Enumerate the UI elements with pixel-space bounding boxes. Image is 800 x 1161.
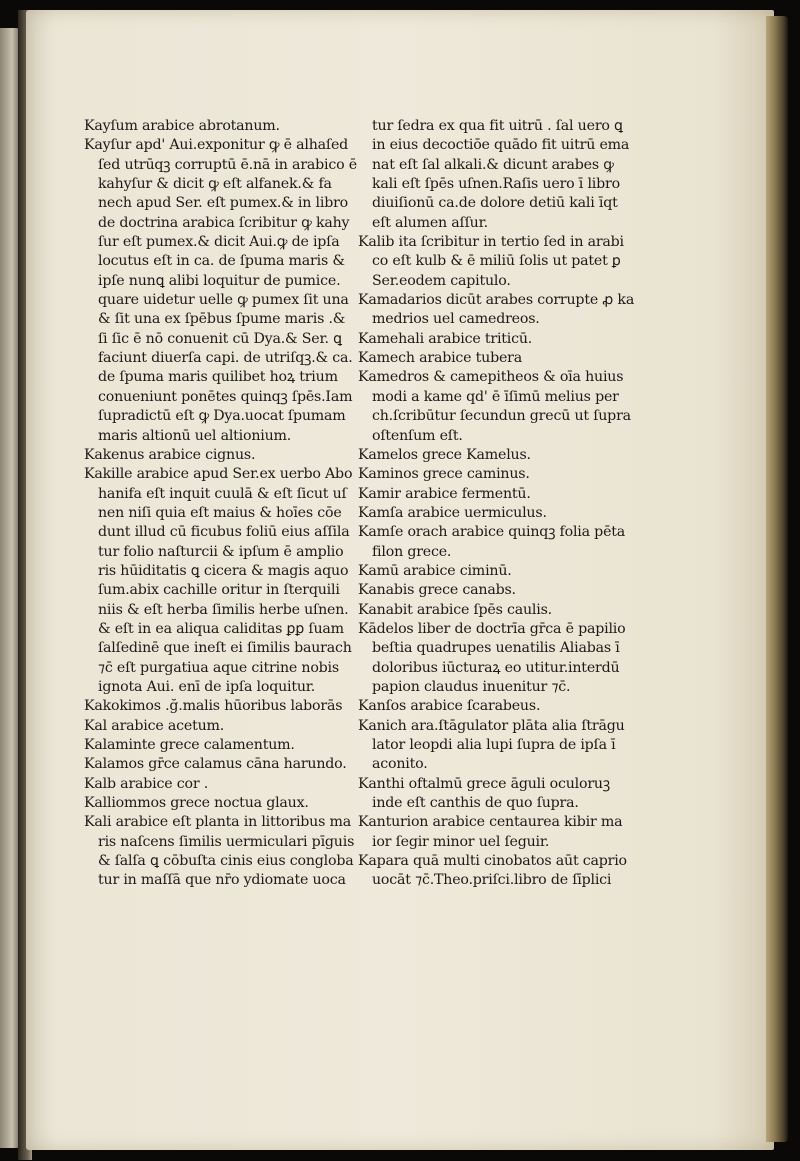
text-line: in eius decoctiōe quādo fit uitrū ema bbox=[372, 137, 630, 154]
text-line: Kayſum arabice abrotanum. bbox=[84, 118, 280, 134]
page-stack-edge bbox=[766, 16, 788, 1142]
text-line: conueniunt ponētes quinqꝫ ſpēs.Iam bbox=[98, 388, 353, 405]
text-line: nen niſi quia eſt maius & hoīes cōe bbox=[98, 504, 342, 521]
text-line: Kalaminte grece calamentum. bbox=[84, 737, 295, 753]
text-line: Kakenus arabice cignus. bbox=[84, 446, 256, 463]
text-line: Kanthi oftalmū grece āguli oculoruꝫ bbox=[358, 775, 610, 792]
text-line: doloribus iūcturaꝝ eo utitur.interdū bbox=[372, 659, 620, 676]
text-line: ipſe nunꝗ alibi loquitur de pumice. bbox=[98, 272, 341, 289]
text-line: diuiſionū ca.de dolore detiū kali īqt bbox=[372, 195, 618, 212]
text-line: ris hūiditatis ꝗ cicera & magis aquo bbox=[98, 562, 349, 579]
text-line: ſed utrūqꝫ corruptū ē.nā in arabico ē bbox=[98, 156, 357, 173]
text-line: quare uidetur uelle ꝙ pumex ſit una bbox=[98, 292, 349, 309]
text-line: tur ſedra ex qua fit uitrū . ſal uero ꝗ bbox=[372, 118, 623, 134]
text-line: Kayſur apd' Aui.exponitur ꝙ ē alhaſed bbox=[84, 137, 349, 154]
text-line: Kalamos gr̄ce calamus cāna harundo. bbox=[84, 756, 347, 773]
text-line: aconito. bbox=[372, 756, 428, 773]
text-line: Kamū arabice ciminū. bbox=[358, 562, 512, 579]
text-line: lator leopdi alia lupi ſupra de ipſa ī bbox=[372, 737, 616, 753]
text-line: & eſt in ea aliqua caliditas ꝑꝑ ſuam bbox=[98, 620, 344, 637]
text-line: locutus eſt in ca. de ſpuma maris & bbox=[98, 253, 345, 270]
text-line: ſur eſt pumex.& dicit Aui.ꝙ de ipſa bbox=[98, 234, 340, 251]
text-line: ignota Aui. enī de ipſa loquitur. bbox=[98, 678, 316, 695]
text-line: Kamedros & camepitheos & oīa huius bbox=[358, 369, 624, 386]
text-line: Kamſa arabice uermiculus. bbox=[358, 504, 547, 521]
text-line: hanifa eſt inquit cuulā & eſt ſicut uſ bbox=[98, 485, 347, 502]
text-line: ch.ſcribūtur ſecundun grecū ut ſupra bbox=[372, 408, 631, 425]
text-line: co eſt kulb & ē miliū ſolis ut patet ꝑ bbox=[372, 253, 621, 270]
text-line: inde eſt canthis de quo ſupra. bbox=[372, 795, 579, 812]
text-line: Kanich ara.ſtāgulator plāta alia ſtrāgu bbox=[358, 717, 625, 734]
text-line: Kanturion arabice centaurea kibir ma bbox=[358, 814, 623, 831]
text-line: ſupradictū eſt ꝙ Dya.uocat ſpumam bbox=[98, 408, 346, 425]
text-line: papion claudus inuenitur ⁊c̄. bbox=[372, 678, 571, 695]
text-line: Kamehali arabice triticū. bbox=[358, 330, 533, 347]
text-line: ior ſegir minor uel ſeguir. bbox=[372, 833, 550, 850]
text-line: nat eſt ſal alkali.& dicunt arabes ꝙ bbox=[372, 156, 614, 173]
text-line: Ser.eodem capitulo. bbox=[372, 272, 511, 289]
right-text-column bbox=[358, 117, 635, 891]
text-line: Kaminos grece caminus. bbox=[358, 466, 530, 483]
text-line: tur in maſſā que nr̄o ydiomate uoca bbox=[98, 872, 346, 889]
text-line: Kali arabice eſt planta in littoribus ma bbox=[84, 814, 352, 831]
text-line: oſtenſum eſt. bbox=[372, 427, 463, 444]
text-line: faciunt diuerſa capi. de utriſqꝫ.& ca. bbox=[98, 350, 353, 367]
text-line: maris altionū uel altionium. bbox=[98, 427, 292, 444]
text-line: & ſit una ex ſpēbus ſpume maris .& bbox=[98, 311, 346, 328]
text-line: Kalib ita ſcribitur in tertio ſed in arabi bbox=[358, 234, 624, 251]
text-line: Kamir arabice fermentū. bbox=[358, 485, 531, 502]
text-line: niis & eſt herba ſimilis herbe uſnen. bbox=[98, 601, 349, 618]
text-line: Kalb arabice cor . bbox=[84, 775, 209, 792]
text-line: Kādelos liber de doctrīa gr̄ca ē papilio bbox=[358, 620, 626, 637]
text-line: Kamadarios dicūt arabes corrupte ꝓ ka bbox=[358, 292, 635, 309]
text-line: nech apud Ser. eſt pumex.& in libro bbox=[98, 195, 348, 212]
text-line: Kal arabice acetum. bbox=[84, 717, 225, 734]
text-line: Kamſe orach arabice quinqꝫ folia pēta bbox=[358, 524, 626, 541]
text-line: & ſalſa ꝗ cōbuſta cinis eius congloba bbox=[98, 853, 354, 870]
text-line: ſi ſic ē nō conuenit cū Dya.& Ser. ꝗ bbox=[98, 330, 342, 347]
text-line: de doctrina arabica ſcribitur ꝙ kahy bbox=[98, 214, 350, 231]
text-line: Kanabis grece canabs. bbox=[358, 582, 516, 599]
text-line: beſtia quadrupes uenatilis Aliabas ī bbox=[372, 640, 620, 657]
text-line: Kamelos grece Kamelus. bbox=[358, 446, 531, 463]
text-line: uocāt ⁊c̄.Theo.priſci.libro de ſīplici bbox=[372, 872, 612, 889]
text-line: Kapara quā multi cinobatos aūt caprio bbox=[358, 853, 627, 870]
text-line: Kalliommos grece noctua glaux. bbox=[84, 795, 309, 812]
text-line: tur folio naſturcii & ipſum ē amplio bbox=[98, 543, 344, 560]
text-line: Kakokimos .ğ.malis hūoribus laborās bbox=[84, 698, 343, 715]
text-line: Kanabit arabice ſpēs caulis. bbox=[358, 601, 552, 618]
left-text-column bbox=[84, 117, 357, 891]
text-line: Kamech arabice tubera bbox=[358, 350, 523, 367]
text-line: ris naſcens ſimilis uermiculari pīguis bbox=[98, 833, 355, 850]
text-line: dunt illud cū ficubus foliū eius aſſila bbox=[98, 524, 350, 541]
text-line: eſt alumen aſſur. bbox=[372, 214, 488, 231]
text-line: kahyſur & dicit ꝙ eſt alfanek.& fa bbox=[98, 176, 332, 193]
text-line: modi a kame qd' ē īſimū melius per bbox=[372, 388, 619, 405]
text-line: ⁊c̄ eſt purgatiua aque citrine nobis bbox=[98, 659, 339, 676]
text-line: Kanſos arabice ſcarabeus. bbox=[358, 698, 541, 715]
text-line: de ſpuma maris quilibet hoꝝ trium bbox=[98, 369, 338, 386]
text-line: Kakille arabice apud Ser.ex uerbo Abo bbox=[84, 466, 353, 483]
text-line: kali eſt ſpēs uſnen.Raſis uero ī libro bbox=[372, 176, 620, 193]
text-line: ſum.abix cachille oritur in ſterquili bbox=[98, 582, 340, 599]
text-line: medrios uel camedreos. bbox=[372, 311, 540, 328]
text-line: filon grece. bbox=[372, 543, 452, 560]
text-line: ſalſedinē que ineſt ei ſimilis baurach bbox=[98, 640, 352, 657]
